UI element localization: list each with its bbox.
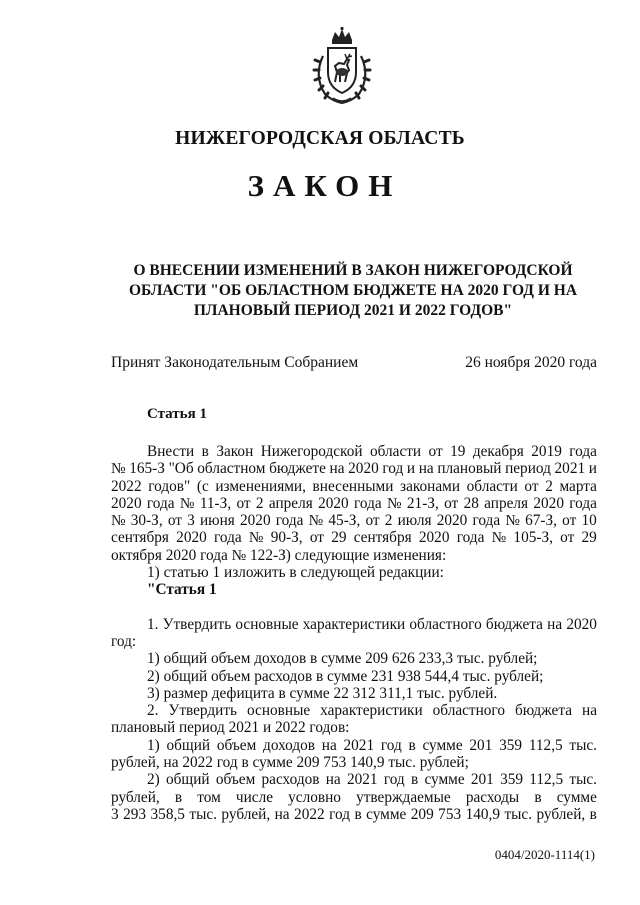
word: № [491, 529, 507, 547]
word: (с [196, 477, 209, 495]
word: областного [409, 615, 482, 633]
adoption-line [111, 353, 597, 373]
region-name: НИЖЕГОРОДСКАЯ ОБЛАСТЬ [175, 128, 465, 149]
word: Утвердить [168, 702, 237, 720]
word: в [354, 805, 362, 823]
word: в [410, 771, 419, 789]
word: расходов [261, 771, 320, 789]
word: в [534, 788, 542, 806]
word: 45-З, [328, 512, 361, 530]
word: 90-З, [270, 529, 303, 547]
word: том [197, 788, 221, 806]
word: тыс. [569, 736, 597, 754]
body-line [111, 616, 597, 633]
word: 2019 [531, 443, 562, 460]
body-line [111, 495, 597, 512]
word: 358,5 [150, 805, 185, 823]
word: плановый [437, 460, 502, 478]
word: от [560, 529, 575, 547]
word: основные [247, 702, 311, 720]
word: год [382, 460, 404, 478]
word: 21-З, [406, 494, 439, 512]
word: 19 [450, 443, 466, 460]
word: тыс. [189, 805, 217, 823]
word: 2020 [566, 615, 597, 633]
body-line: октября 2020 года № 122-З) следующие изменения: [111, 546, 447, 564]
word: от [524, 477, 539, 495]
word: года [353, 494, 382, 512]
adopted-by: Принят Законодательным Собранием [111, 354, 359, 371]
word: утверждаемые [356, 788, 451, 806]
word: 201 [469, 736, 493, 754]
word: Утвердить [162, 615, 232, 633]
word: 2 [255, 494, 264, 512]
word: области [369, 443, 422, 460]
word: 11-З, [199, 494, 232, 512]
word: 2020 [240, 512, 271, 530]
word: сумме [366, 805, 407, 823]
word: сентября [353, 529, 412, 547]
law-title-line: ОБЛАСТИ "ОБ ОБЛАСТНОМ БЮДЖЕТЕ НА 2020 ГОД И НА [128, 282, 578, 299]
word: годов" [148, 477, 191, 495]
law-body-text [111, 443, 597, 823]
word: Внести [147, 443, 195, 460]
word: год [380, 736, 402, 754]
body-line [111, 478, 597, 495]
word: сентября [111, 529, 169, 547]
body-line: "Статья 1 [147, 581, 217, 599]
document-code: 0404/2020-1114(1) [494, 847, 595, 862]
word: 2020 [176, 529, 207, 547]
word: 112,5 [529, 771, 564, 789]
word: сумме [556, 788, 597, 806]
word: 140,9 [465, 805, 500, 823]
word: условно [288, 788, 341, 806]
word: Закон [216, 443, 254, 460]
word: характеристики [320, 702, 423, 720]
word: бюджете [269, 460, 326, 478]
word: на [547, 615, 563, 633]
word: 2021 [554, 460, 586, 478]
word: от [428, 443, 443, 460]
word: 2020 [111, 494, 142, 512]
word: 112,5 [528, 736, 563, 754]
coat-of-arms-icon [311, 26, 373, 106]
word: 2020 [436, 512, 468, 530]
word: года [569, 494, 597, 512]
body-line: рублей, на 2022 год в сумме 209 753 140,9 тыс. рублей; [111, 754, 469, 772]
word: апреля [484, 494, 529, 512]
word: на [329, 460, 345, 478]
word: года [275, 512, 304, 530]
word: в [174, 788, 183, 806]
word: 2. [147, 702, 159, 720]
word: 359 [499, 736, 523, 754]
word: 30-З, [130, 512, 163, 530]
word: июня [199, 512, 235, 530]
adoption-date: 26 ноября 2020 года [465, 354, 597, 371]
word: декабря [472, 443, 524, 460]
word: 201 [470, 771, 494, 789]
word: на [582, 702, 597, 720]
word: "Об [168, 460, 194, 478]
law-title-line: ПЛАНОВЫЙ ПЕРИОД 2021 И 2022 ГОДОВ" [193, 302, 513, 319]
word: тыс. [569, 771, 597, 789]
word: и [588, 460, 597, 478]
word: 2022 [294, 805, 325, 823]
word: № [248, 529, 264, 547]
word: внесенными [312, 477, 394, 495]
word: в [589, 805, 597, 823]
body-line: плановый период 2021 и 2022 годов: [111, 719, 350, 737]
word: числе [235, 788, 274, 806]
body-line [111, 460, 597, 477]
body-line [111, 529, 597, 546]
word: года [146, 494, 175, 512]
word: доходов [263, 736, 316, 754]
body-line [111, 512, 597, 529]
word: законами [400, 477, 461, 495]
word: сумме [424, 771, 465, 789]
word: сумме [422, 736, 463, 754]
word: рублей, [111, 788, 160, 806]
word: 28 [463, 494, 479, 512]
word: 2 [545, 477, 553, 495]
word: в [408, 736, 416, 754]
word: марта [559, 477, 597, 495]
word: от [236, 494, 251, 512]
word: период [505, 460, 551, 478]
word: 165-З [129, 460, 165, 478]
word: изменениями, [215, 477, 306, 495]
word: общий [166, 771, 210, 789]
word: 2020 [533, 494, 564, 512]
word: года [472, 512, 501, 530]
word: 29 [331, 529, 347, 547]
word: бюджета [514, 702, 573, 720]
blank-line [111, 599, 597, 616]
word: 2 [384, 512, 393, 530]
body-line [111, 771, 597, 788]
body-line [111, 443, 597, 460]
word: 1. [147, 615, 159, 633]
word: 2021 [343, 736, 375, 754]
word: основные [235, 615, 299, 633]
word: 753 [438, 805, 462, 823]
word: 359 [500, 771, 524, 789]
word: 10 [581, 512, 597, 530]
word: Нижегородской [260, 443, 363, 460]
word: июля [397, 512, 432, 530]
word: объем [215, 771, 256, 789]
word: от [365, 512, 380, 530]
word: № [386, 494, 402, 512]
word: на [418, 460, 434, 478]
body-line [111, 806, 597, 823]
word: рублей, [536, 805, 586, 823]
body-line: 3) размер дефицита в сумме 22 312 311,1 тыс. рублей. [147, 684, 498, 702]
word: от [562, 512, 577, 530]
word: общий [166, 736, 211, 754]
word: год [329, 805, 350, 823]
law-title-line: О ВНЕСЕНИИ ИЗМЕНЕНИЙ В ЗАКОН НИЖЕГОРОДСКОЙ [133, 262, 573, 279]
word: 1) [147, 736, 160, 754]
word: 2) [147, 771, 160, 789]
word: 2021 [346, 771, 378, 789]
word: 2020 [418, 529, 450, 547]
body-line [111, 737, 597, 754]
word: № [111, 460, 126, 478]
document-type: ЗАКОН [247, 168, 402, 203]
body-line: 1) статью 1 изложить в следующей редакции: [147, 564, 444, 582]
word: года [569, 443, 597, 460]
word: 3 [111, 805, 119, 823]
law-title [110, 261, 596, 321]
body-line [111, 789, 597, 806]
word: тыс. [504, 805, 533, 823]
word: 209 [410, 805, 434, 823]
word: 29 [581, 529, 597, 547]
word: 105-З, [513, 529, 553, 547]
word: 3 [187, 512, 195, 530]
word: год [383, 771, 405, 789]
word: на [274, 805, 290, 823]
word: на [325, 771, 341, 789]
word: года [213, 529, 242, 547]
word: бюджета [485, 615, 543, 633]
word: № [505, 512, 520, 530]
word: 2022 [111, 477, 142, 495]
body-line: 1) общий объем доходов в сумме 209 626 233,3 тыс. рублей; [147, 650, 538, 668]
word: объем [216, 736, 257, 754]
word: и [406, 460, 416, 478]
word: в [201, 443, 209, 460]
word: № [308, 512, 324, 530]
body-line: год: [111, 632, 137, 650]
word: области [466, 477, 518, 495]
word: областного [432, 702, 505, 720]
word: от [309, 529, 324, 547]
word: от [444, 494, 459, 512]
word: на [321, 736, 337, 754]
word: № [111, 512, 126, 530]
word: от [167, 512, 182, 530]
word: № [179, 494, 195, 512]
word: характеристики [302, 615, 406, 633]
word: 2020 [348, 460, 379, 478]
word: апреля [268, 494, 313, 512]
body-line: 2) общий объем расходов в сумме 231 938 544,4 тыс. рублей; [147, 667, 544, 685]
word: областном [197, 460, 266, 478]
word: 2020 [318, 494, 349, 512]
body-line [111, 702, 597, 719]
word: рублей, [221, 805, 271, 823]
word: 67-З, [525, 512, 557, 530]
word: расходы [465, 788, 520, 806]
article-title: Статья 1 [147, 406, 207, 422]
word: года [456, 529, 485, 547]
word: 293 [123, 805, 147, 823]
